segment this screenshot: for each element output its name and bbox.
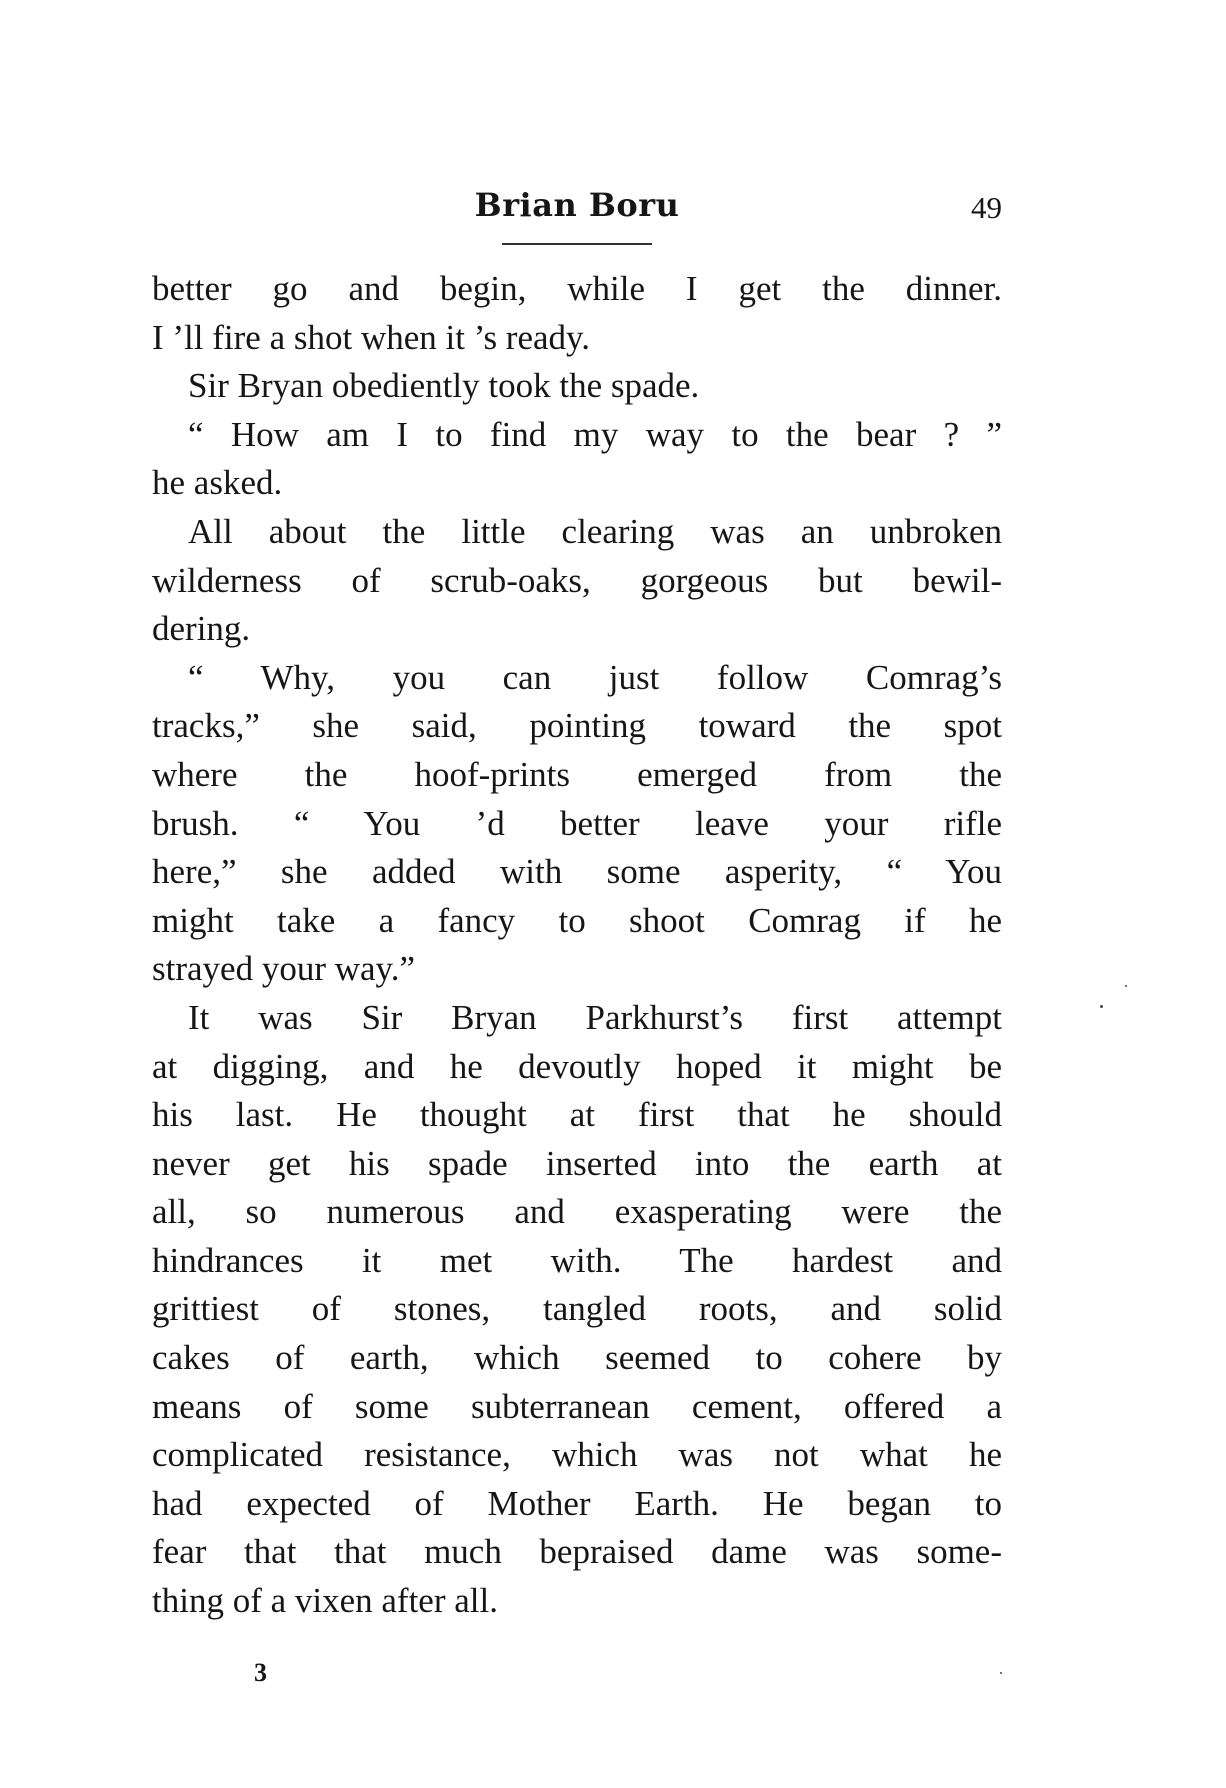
body-text (152, 265, 1002, 1626)
paper-speck (1100, 1005, 1103, 1008)
text-line: wilderness of scrub-oaks, gorgeous but bewil- (152, 560, 1002, 600)
header-rule (502, 243, 652, 245)
text-line: his last. He thought at first that he should (152, 1095, 1002, 1135)
text-line: cakes of earth, which seemed to cohere by (152, 1338, 1002, 1378)
text-line: I ’ll fire a shot when it ’s ready. (152, 317, 591, 357)
text-line: brush. “ You ’d better leave your rifle (152, 803, 1002, 843)
text-line: “ Why, you can just follow Comrag’s (188, 657, 1002, 697)
text-line: It was Sir Bryan Parkhurst’s first attempt (188, 997, 1002, 1037)
text-line: fear that that much bepraised dame was some- (152, 1532, 1002, 1572)
text-line: means of some subterranean cement, offered a (152, 1386, 1002, 1426)
text-line: might take a fancy to shoot Comrag if he (152, 900, 1002, 940)
text-line: tracks,” she said, pointing toward the spot (152, 706, 1002, 746)
paper-speck (1125, 985, 1127, 987)
text-line: here,” she added with some asperity, “ You (152, 852, 1002, 892)
text-line: better go and begin, while I get the dinner. (152, 269, 1002, 308)
text-line: All about the little clearing was an unbroken (188, 511, 1002, 551)
text-line: complicated resistance, which was not what he (152, 1435, 1002, 1475)
text-line: had expected of Mother Earth. He began to (152, 1483, 1002, 1523)
text-line: at digging, and he devoutly hoped it might be (152, 1046, 1002, 1086)
text-line: strayed your way.” (152, 949, 416, 989)
running-head (152, 178, 1002, 228)
paper-speck (1000, 1672, 1002, 1674)
text-line: he asked. (152, 463, 283, 503)
text-line: never get his spade inserted into the earth at (152, 1143, 1002, 1183)
text-line: “ How am I to find my way to the bear ? ” (188, 414, 1002, 454)
text-line: dering. (152, 609, 251, 649)
running-title: Brian Boru (474, 186, 680, 224)
text-line: all, so numerous and exasperating were the (152, 1192, 1002, 1232)
signature-mark: 3 (254, 1658, 267, 1687)
text-line: hindrances it met with. The hardest and (152, 1240, 1002, 1280)
text-line: thing of a vixen after all. (152, 1581, 498, 1621)
text-line: where the hoof-prints emerged from the (152, 754, 1002, 794)
text-line: Sir Bryan obediently took the spade. (188, 366, 700, 406)
page-number: 49 (971, 190, 1002, 225)
text-line: grittiest of stones, tangled roots, and solid (152, 1289, 1002, 1329)
